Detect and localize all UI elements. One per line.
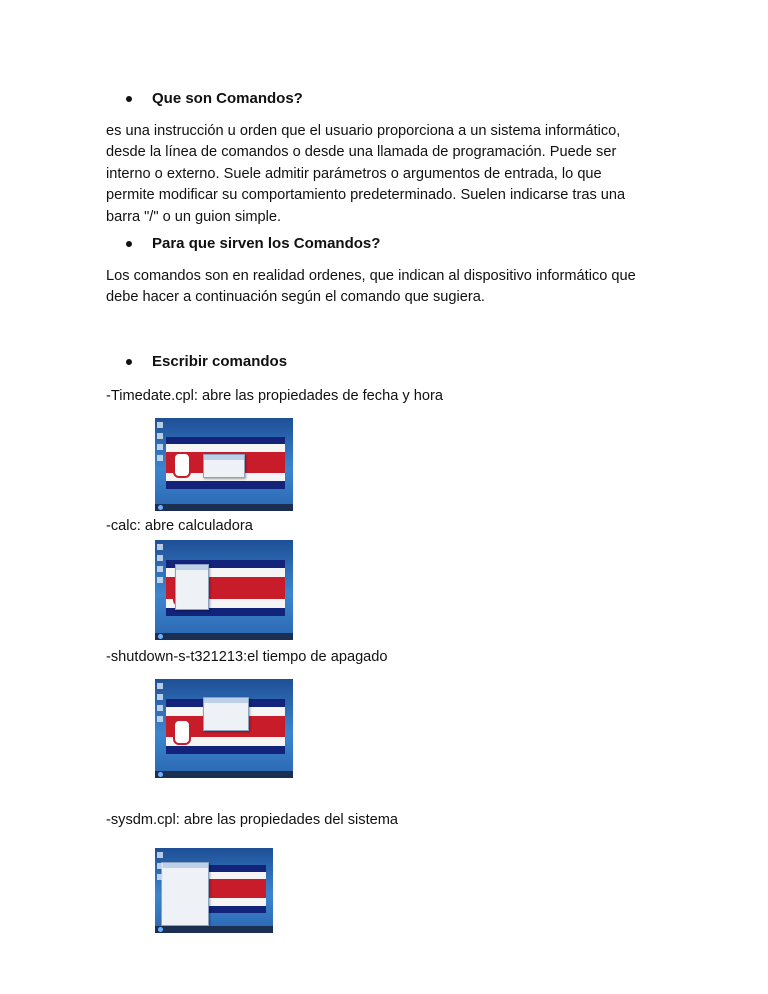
date-time-dialog-icon (203, 454, 245, 478)
document-page: Que son Comandos? es una instrucción u orden que el usuario proporciona a un sistema informático, desde la línea de comandos o desde una llamada de programación. Puede ser interno o externo. Suele admitir parámetros o argumentos de entrada, lo que permite modificar su comportamiento predeterminado. Suelen indicarse tras una barra "/" o un guion simple. Para que sirven los Comandos? Los comandos son en realidad ordenes, que indican al dispositivo informático que debe hacer a continuación según el comando que sugiera. Escribir comandos -Timedate.cpl: abre las propiedades de fecha y hora -calc: abre calculadora -shutdown-s-t321213:el tiempo de apagado -sysdm.cpl: abre las propiedades del sistema (0, 0, 768, 994)
windows-desktop-system-properties-image (155, 848, 273, 933)
bullet-icon (126, 96, 132, 102)
calculator-window-icon (175, 564, 209, 610)
paragraph-uso (106, 266, 666, 309)
flag-logo-icon (173, 452, 191, 478)
paragraph-line: debe hacer a continuación según el comando que sugiera. (106, 289, 485, 306)
system-properties-dialog-icon (161, 862, 209, 926)
windows-desktop-calculator-image (155, 540, 293, 640)
paragraph-line: permite modificar su comportamiento predeterminado. Suelen indicarse tras una (106, 187, 626, 204)
paragraph-line: es una instrucción u orden que el usuario proporciona a un sistema informático, (106, 123, 621, 139)
command-sysdm: -sysdm.cpl: abre las propiedades del sistema (106, 812, 399, 828)
command-shutdown: -shutdown-s-t321213:el tiempo de apagado (106, 649, 388, 665)
paragraph-definicion (106, 121, 666, 228)
bullet-icon (126, 241, 132, 247)
command-calc: -calc: abre calculadora (106, 518, 253, 534)
flag-logo-icon (173, 719, 191, 745)
paragraph-line: desde la línea de comandos o desde una llamada de programación. Puede ser (106, 144, 617, 161)
command-timedate: -Timedate.cpl: abre las propiedades de fecha y hora (106, 388, 443, 404)
windows-desktop-date-time-dialog-image (155, 418, 293, 511)
paragraph-line: interno o externo. Suele admitir parámetros o argumentos de entrada, lo que (106, 165, 602, 182)
shutdown-dialog-icon (203, 697, 249, 731)
windows-desktop-shutdown-dialog-image (155, 679, 293, 778)
paragraph-line: barra "/" o un guion simple. (106, 208, 282, 225)
bullet-icon (126, 359, 132, 365)
paragraph-line: Los comandos son en realidad ordenes, que indican al dispositivo informático que (106, 268, 636, 284)
